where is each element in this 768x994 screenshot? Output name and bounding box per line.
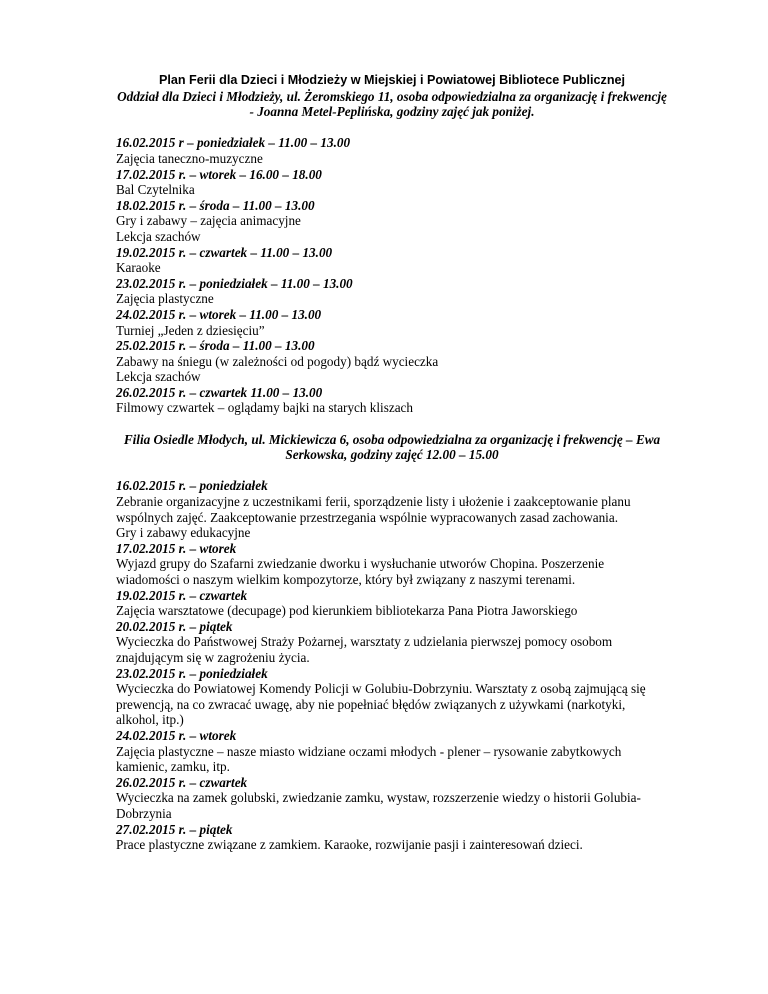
schedule-date: 27.02.2015 r. – piątek xyxy=(116,821,233,837)
schedule-activity: Bal Czytelnika xyxy=(116,182,195,198)
schedule-date: 19.02.2015 r. – czwartek – 11.00 – 13.00 xyxy=(116,244,333,260)
schedule-date: 16.02.2015 r – poniedziałek – 11.00 – 13.00 xyxy=(116,135,351,151)
schedule-date: 23.02.2015 r. – poniedziałek – 11.00 – 13.00 xyxy=(116,275,353,291)
schedule-activity: Gry i zabawy edukacyjne xyxy=(116,525,251,541)
schedule-activity: Zajęcia warsztatowe (decupage) pod kierunkiem bibliotekarza Pana Piotra Jaworskiego xyxy=(116,603,578,619)
schedule-activity: Turniej „Jeden z dziesięciu” xyxy=(116,322,265,338)
schedule-activity: Karaoke xyxy=(116,260,161,276)
schedule-activity: Filmowy czwartek – oglądamy bajki na starych kliszach xyxy=(116,400,413,416)
schedule-activity: Lekcja szachów xyxy=(116,228,201,244)
schedule-date: 20.02.2015 r. – piątek xyxy=(116,618,233,634)
document-subtitle: Oddział dla Dzieci i Młodzieży, ul. Żeromskiego 11, osoba odpowiedzialna za organizację i frekwencję - Joanna Metel-Peplińska, godziny zajęć jak poniżej. xyxy=(117,88,667,120)
schedule-activity: Zabawy na śniegu (w zależności od pogody) bądź wycieczka xyxy=(116,353,439,369)
schedule-activity: Wyjazd grupy do Szafarni zwiedzanie dworku i wysłuchanie utworów Chopina. Poszerzenie wiadomości o naszym wielkim kompozytorze, który był związany z naszymi terenami. xyxy=(116,556,605,587)
schedule-date: 16.02.2015 r. – poniedziałek xyxy=(116,478,268,494)
section-branch-title: Filia Osiedle Młodych, ul. Mickiewicza 6, osoba odpowiedzialna za organizację i frekwencję – Ewa Serkowska, godziny zajęć 12.00 – 15.00 xyxy=(123,431,661,463)
section-main-branch xyxy=(116,135,668,416)
schedule-activity: Zajęcia plastyczne xyxy=(116,291,214,307)
schedule-activity: Zebranie organizacyjne z uczestnikami ferii, sporządzenie listy i ułożenie i zaakceptowanie planu wspólnych zajęć. Zaakceptowanie przestrzegania wspólnie wypracowanych zasad zachowania. xyxy=(116,494,631,525)
schedule-date: 23.02.2015 r. – poniedziałek xyxy=(116,665,268,681)
schedule-date: 26.02.2015 r. – czwartek xyxy=(116,774,248,790)
document-content xyxy=(116,73,668,853)
schedule-date: 18.02.2015 r. – środa – 11.00 – 13.00 xyxy=(116,197,315,213)
schedule-activity: Wycieczka na zamek golubski, zwiedzanie zamku, wystaw, rozszerzenie wiedzy o historii Golubia-Dobrzynia xyxy=(116,790,641,821)
spacer xyxy=(116,416,668,432)
schedule-date: 19.02.2015 r. – czwartek xyxy=(116,587,248,603)
schedule-activity: Wycieczka do Państwowej Straży Pożarnej, warsztaty z udzielania pierwszej pomocy osobom znajdującym się w zagrożeniu życia. xyxy=(116,634,613,665)
section-branch-osiedle xyxy=(116,478,668,852)
schedule-activity: Zajęcia taneczno-muzyczne xyxy=(116,150,263,166)
schedule-date: 17.02.2015 r. – wtorek – 16.00 – 18.00 xyxy=(116,166,322,182)
schedule-date: 17.02.2015 r. – wtorek xyxy=(116,540,237,556)
schedule-activity: Lekcja szachów xyxy=(116,369,201,385)
schedule-activity: Wycieczka do Powiatowej Komendy Policji w Golubiu-Dobrzyniu. Warsztaty z osobą zajmującą się prewencją, na co zwracać uwagę, aby nie popełniać błędów związanych z używkami (narkotyki, alkohol, itp.) xyxy=(116,681,646,728)
spacer xyxy=(116,120,668,136)
schedule-activity: Gry i zabawy – zajęcia animacyjne xyxy=(116,213,301,229)
schedule-activity: Prace plastyczne związane z zamkiem. Karaoke, rozwijanie pasji i zainteresowań dzieci. xyxy=(116,837,583,853)
schedule-date: 26.02.2015 r. – czwartek 11.00 – 13.00 xyxy=(116,384,323,400)
schedule-activity: Zajęcia plastyczne – nasze miasto widziane oczami młodych - plener – rysowanie zabytkowych kamienic, zamku, itp. xyxy=(116,743,622,775)
schedule-date: 24.02.2015 r. – wtorek xyxy=(116,727,237,743)
document-title: Plan Ferii dla Dzieci i Młodzieży w Miejskiej i Powiatowej Bibliotece Publicznej xyxy=(158,73,626,87)
spacer xyxy=(116,463,668,479)
schedule-date: 25.02.2015 r. – środa – 11.00 – 13.00 xyxy=(116,338,315,354)
schedule-date: 24.02.2015 r. – wtorek – 11.00 – 13.00 xyxy=(116,306,322,322)
